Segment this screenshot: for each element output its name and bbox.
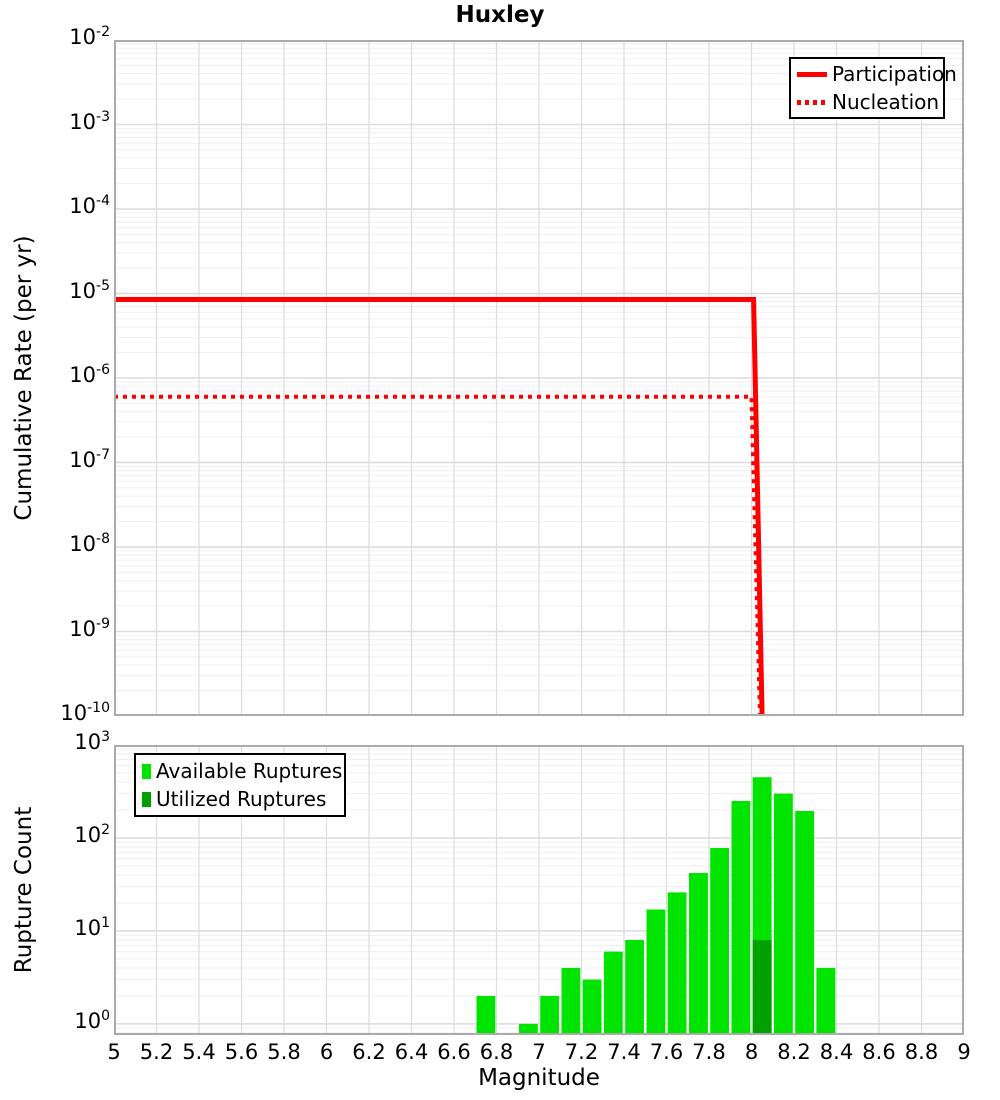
x-tick-7.2: 7.2	[564, 1040, 599, 1064]
nucleation-legend-label: Nucleation	[832, 90, 940, 114]
x-tick-8.4: 8.4	[819, 1040, 854, 1064]
participation-legend-label: Participation	[832, 62, 957, 86]
x-tick-5.2: 5.2	[139, 1040, 174, 1064]
bar-available-m7.45	[625, 940, 644, 1034]
chart-title: Huxley	[455, 2, 545, 28]
bar-available-m7.75	[689, 873, 708, 1034]
y-tick-10e-3: $10^{-3}$	[69, 108, 110, 134]
y-tick-10e1: $10^1$	[74, 914, 110, 940]
legend-row-available	[142, 759, 343, 783]
bar-available-m7.25	[583, 980, 602, 1034]
x-tick-8.8: 8.8	[904, 1040, 939, 1064]
y-tick-10e-8: $10^{-8}$	[69, 531, 110, 556]
x-tick-6.8: 6.8	[479, 1040, 514, 1064]
utilized-ruptures-legend-label: Utilized Ruptures	[156, 787, 327, 811]
y-tick-10e0: $10^0$	[74, 1007, 110, 1033]
x-tick-5: 5	[107, 1040, 121, 1064]
x-tick-6.2: 6.2	[352, 1040, 386, 1064]
x-tick-8: 8	[744, 1040, 759, 1064]
x-tick-8.6: 8.6	[862, 1040, 896, 1064]
x-tick-7: 7	[532, 1040, 546, 1064]
x-tick-5.4: 5.4	[182, 1040, 216, 1064]
bar-available-m8.25	[795, 811, 814, 1034]
x-tick-9: 9	[957, 1040, 971, 1064]
series-nucleation	[114, 397, 760, 716]
cumulative-rate-plot	[114, 40, 964, 716]
bar-available-m7.85	[710, 848, 729, 1034]
bar-available-m6.95	[519, 1024, 538, 1034]
bar-available-m7.15	[562, 968, 581, 1034]
bar-available-m8.15	[774, 794, 793, 1034]
bar-available-m7.65	[668, 892, 687, 1034]
legend-row-participation	[797, 62, 957, 86]
x-axis-label-magnitude: Magnitude	[478, 1065, 600, 1091]
nucleation-line-marker	[797, 100, 827, 105]
series-participation	[114, 300, 762, 717]
y-tick-10e-2: $10^{-2}$	[69, 24, 110, 49]
y-axis-label-rupture-count: Rupture Count	[11, 806, 37, 974]
available-ruptures-legend-label: Available Ruptures	[156, 759, 343, 783]
bar-available-m8.35	[816, 968, 835, 1034]
participation-line-marker	[797, 72, 827, 77]
y-tick-10e-5: $10^{-5}$	[69, 277, 110, 303]
rupture-legend	[134, 753, 346, 817]
bar-available-m6.75	[477, 996, 496, 1034]
y-tick-10e2: $10^2$	[74, 821, 110, 847]
bar-utilized-m8.05	[753, 940, 772, 1034]
x-tick-7.4: 7.4	[607, 1040, 641, 1064]
x-tick-7.6: 7.6	[649, 1040, 684, 1064]
legend-row-utilized	[142, 787, 336, 811]
legend-row-nucleation	[797, 90, 940, 114]
bar-available-m7.35	[604, 952, 623, 1034]
y-tick-10e-6: $10^{-6}$	[69, 362, 110, 387]
x-tick-5.6: 5.6	[224, 1040, 259, 1064]
rate-legend	[789, 57, 957, 119]
bar-available-m7.95	[732, 801, 751, 1034]
y-axis-label-cumulative-rate: Cumulative Rate (per yr)	[11, 235, 37, 521]
x-tick-6: 6	[319, 1040, 334, 1064]
y-tick-10e-4: $10^{-4}$	[69, 193, 110, 218]
bar-available-m7.55	[647, 910, 666, 1035]
x-tick-6.6: 6.6	[437, 1040, 471, 1064]
x-tick-6.4: 6.4	[394, 1040, 429, 1064]
y-tick-10e-7: $10^{-7}$	[69, 446, 110, 472]
x-tick-5.8: 5.8	[267, 1040, 301, 1064]
y-tick-10e3: $10^3$	[74, 729, 110, 754]
x-tick-8.2: 8.2	[777, 1040, 811, 1064]
y-tick-10e-9: $10^{-9}$	[69, 615, 110, 641]
utilized-ruptures-swatch	[142, 792, 151, 807]
bar-available-m7.05	[540, 996, 559, 1034]
available-ruptures-swatch	[142, 764, 151, 779]
y-tick-10e-10: $10^{-10}$	[60, 700, 110, 725]
x-tick-7.8: 7.8	[692, 1040, 726, 1064]
